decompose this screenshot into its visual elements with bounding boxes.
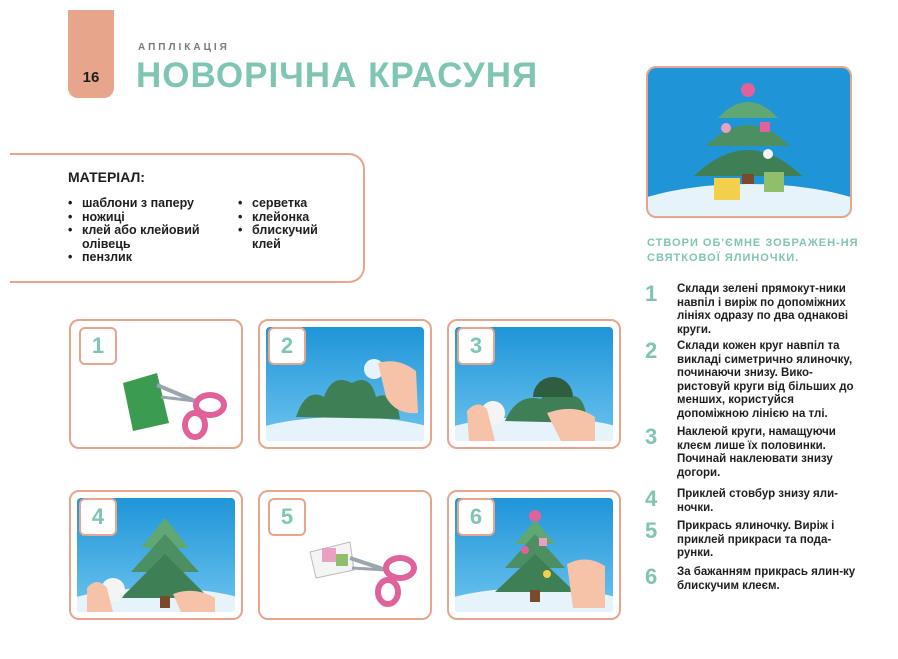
step-2-panel bbox=[258, 319, 432, 449]
step-5-panel bbox=[258, 490, 432, 620]
step-number: 6 bbox=[457, 498, 495, 536]
material-item: • блискучий клей bbox=[238, 224, 348, 251]
material-item: • ножиці bbox=[68, 211, 218, 225]
finished-tree-image bbox=[646, 66, 852, 218]
material-item: • серветка bbox=[238, 197, 348, 211]
ornament bbox=[721, 123, 731, 133]
gift-cutout bbox=[322, 548, 336, 562]
instruction-number: 5 bbox=[645, 518, 658, 543]
material-item: • пензлик bbox=[68, 251, 218, 265]
step-number: 4 bbox=[79, 498, 117, 536]
ornament bbox=[763, 149, 773, 159]
instruction-text: Наклеюй круги, намащуючи клеєм лише їх половинки. Починай наклеювати знизу догори. bbox=[677, 426, 836, 479]
hand bbox=[567, 559, 605, 608]
ornament bbox=[521, 546, 529, 554]
tree-trunk bbox=[742, 174, 754, 184]
materials-heading: МАТЕРІАЛ: bbox=[68, 169, 145, 185]
instruction-number: 6 bbox=[645, 564, 658, 589]
scissors-icon bbox=[350, 558, 414, 604]
instruction-number: 3 bbox=[645, 424, 658, 449]
step-number: 5 bbox=[268, 498, 306, 536]
materials-list-left bbox=[68, 197, 218, 265]
instruction-number: 2 bbox=[645, 338, 658, 363]
gift bbox=[764, 172, 784, 192]
step-number: 1 bbox=[79, 327, 117, 365]
tree-trunk bbox=[160, 596, 170, 608]
material-item: • клейонка bbox=[238, 211, 348, 225]
material-item: • шаблони з паперу bbox=[68, 197, 218, 211]
snow-ground bbox=[266, 417, 424, 441]
green-paper-square bbox=[123, 373, 169, 431]
step-4-panel bbox=[69, 490, 243, 620]
materials-list-right bbox=[238, 197, 348, 251]
page-number-tab bbox=[68, 10, 114, 98]
materials-box bbox=[10, 153, 365, 283]
step-number: 3 bbox=[457, 327, 495, 365]
gift bbox=[714, 178, 740, 200]
instruction-number: 4 bbox=[645, 486, 658, 511]
instruction-text: Склади кожен круг навпіл та викладі симетрично ялиночку, починаючи знизу. Вико-ристовуй круги від більших до менших, користуйся допоміжною лінією на тлі. bbox=[677, 340, 854, 420]
gift-cutout bbox=[336, 554, 348, 566]
tree-trunk bbox=[530, 590, 540, 602]
ornament bbox=[543, 570, 551, 578]
step-6-panel bbox=[447, 490, 621, 620]
step-3-panel bbox=[447, 319, 621, 449]
page-title: НОВОРІЧНА КРАСУНЯ bbox=[136, 56, 539, 95]
instruction-text: Прикрась ялиночку. Виріж і приклей прикраси та пода-рунки. bbox=[677, 520, 835, 559]
page-number: 16 bbox=[82, 69, 100, 86]
step-1-panel bbox=[69, 319, 243, 449]
instruction-text: Склади зелені прямокут-ники навпіл і виріж по допоміжних лініях одразу по два однакові круги. bbox=[677, 283, 849, 336]
scissors-icon bbox=[157, 385, 224, 437]
half-circle bbox=[533, 377, 573, 397]
tree-bottom bbox=[495, 554, 575, 592]
step-number: 2 bbox=[268, 327, 306, 365]
instruction-text: За бажанням прикрась ялин-ку блискучим клеєм. bbox=[677, 566, 856, 592]
gift-ornament bbox=[539, 538, 547, 546]
instructions-heading: СТВОРИ ОБ'ЄМНЕ ЗОБРАЖЕН-НЯ СВЯТКОВОЇ ЯЛИНОЧКИ. bbox=[647, 237, 859, 264]
material-item: • клей або клейовий олівець bbox=[68, 224, 218, 251]
tree-star bbox=[741, 83, 755, 97]
gift-ornament bbox=[760, 122, 770, 132]
instruction-number: 1 bbox=[645, 281, 658, 306]
instruction-text: Приклей стовбур знизу яли-ночки. bbox=[677, 488, 838, 514]
section-kicker: АППЛІКАЦІЯ bbox=[138, 42, 230, 53]
